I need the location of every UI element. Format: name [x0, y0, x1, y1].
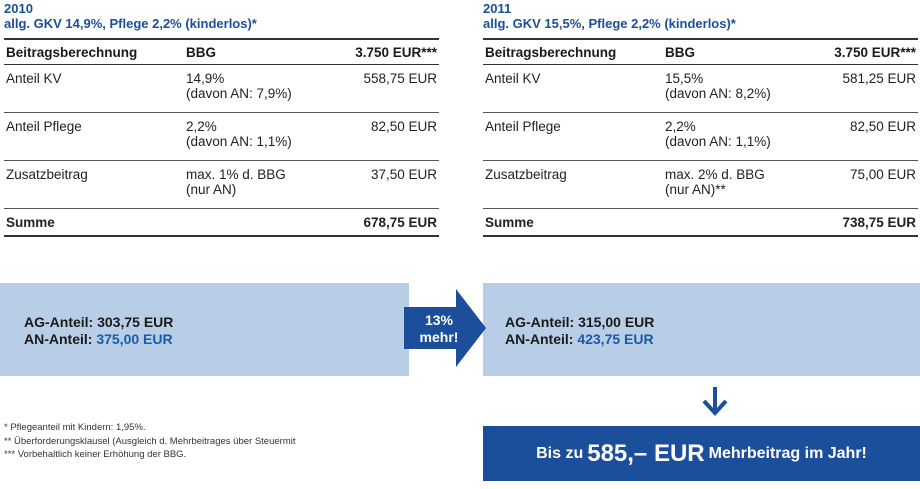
ag-share-label: AG-Anteil:: [505, 314, 575, 330]
row-rate: [186, 161, 336, 209]
an-share-2011: [505, 331, 654, 348]
sum-row: [4, 209, 439, 237]
row-label: Zusatzbeitrag: [483, 161, 665, 209]
ag-share-value: 303,75 EUR: [97, 314, 174, 330]
sum-row: [483, 209, 918, 237]
an-share-label: AN-Anteil:: [505, 331, 574, 347]
table-header: [4, 39, 439, 65]
row-label: Zusatzbeitrag: [4, 161, 186, 209]
share-box-2011: [483, 283, 920, 376]
rates-2011-subtitle: allg. GKV 15,5%, Pflege 2,2% (kinderlos)*: [483, 16, 736, 31]
banner-prefix: Bis zu: [536, 444, 584, 462]
sum-amount: 678,75 EUR: [336, 209, 439, 237]
rate-value: 15,5%: [665, 71, 704, 86]
row-rate: [186, 65, 336, 113]
year-2010-heading: 2010: [4, 1, 33, 16]
an-share-2010: [24, 331, 173, 348]
banner-suffix: Mehrbeitrag im Jahr!: [708, 444, 867, 462]
header-calculation: Beitragsberechnung: [4, 39, 186, 65]
row-amount: 581,25 EUR: [815, 65, 918, 113]
an-share-value: 423,75 EUR: [577, 331, 654, 347]
rate-value: max. 1% d. BBG: [186, 167, 286, 182]
row-label: Anteil Pflege: [4, 113, 186, 161]
row-label: Anteil KV: [4, 65, 186, 113]
rate-detail: (nur AN): [186, 182, 237, 197]
ag-share-value: 315,00 EUR: [578, 314, 655, 330]
rate-value: 14,9%: [186, 71, 225, 86]
header-bbg: BBG: [186, 39, 336, 65]
row-amount: 558,75 EUR: [336, 65, 439, 113]
table-header: [483, 39, 918, 65]
table-row: [483, 113, 918, 161]
row-label: Anteil Pflege: [483, 113, 665, 161]
table-row: [4, 161, 439, 209]
an-share-value: 375,00 EUR: [96, 331, 173, 347]
header-bbg: BBG: [665, 39, 815, 65]
table-2010-section: [4, 0, 439, 237]
header-calculation: Beitragsberechnung: [483, 39, 665, 65]
row-rate: [665, 65, 815, 113]
row-amount: 37,50 EUR: [336, 161, 439, 209]
banner-amount: 585,– EUR: [587, 439, 705, 467]
table-row: [4, 113, 439, 161]
footnote-3: *** Vorbehaltlich keiner Erhöhung der BBG.: [4, 449, 187, 460]
table-2011-section: [483, 0, 918, 237]
rate-detail: (davon AN: 1,1%): [186, 134, 292, 149]
arrow-down-icon: [700, 385, 730, 417]
share-box-2010: [0, 283, 409, 376]
contribution-table-2010: [4, 38, 439, 237]
header-bbg-value: 3.750 EUR***: [815, 39, 918, 65]
row-rate: [186, 113, 336, 161]
rate-detail: (davon AN: 1,1%): [665, 134, 771, 149]
rate-value: 2,2%: [186, 119, 217, 134]
ag-share-2010: [24, 314, 173, 331]
rate-value: 2,2%: [665, 119, 696, 134]
header-bbg-value: 3.750 EUR***: [336, 39, 439, 65]
footnote-1: * Pflegeanteil mit Kindern: 1,95%.: [4, 422, 146, 433]
rate-detail: (davon AN: 8,2%): [665, 86, 771, 101]
row-label: Anteil KV: [483, 65, 665, 113]
footnotes: [4, 421, 424, 462]
sum-empty: [665, 209, 815, 237]
table-row: [483, 65, 918, 113]
contribution-table-2011: [483, 38, 918, 237]
footnote-2: ** Überforderungsklausel (Ausgleich d. Mehrbeitrages über Steuermit: [4, 435, 296, 447]
table-row: [4, 65, 439, 113]
increase-percent: 13%: [424, 312, 454, 328]
table-row: [483, 161, 918, 209]
sum-amount: 738,75 EUR: [815, 209, 918, 237]
row-rate: [665, 113, 815, 161]
row-rate: [665, 161, 815, 209]
rate-detail: (davon AN: 7,9%): [186, 86, 292, 101]
sum-empty: [186, 209, 336, 237]
extra-cost-banner: [483, 426, 920, 481]
rate-value: max. 2% d. BBG: [665, 167, 765, 182]
row-amount: 75,00 EUR: [815, 161, 918, 209]
sum-label: Summe: [4, 209, 186, 237]
rates-2010-subtitle: allg. GKV 14,9%, Pflege 2,2% (kinderlos)*: [4, 16, 257, 31]
row-amount: 82,50 EUR: [815, 113, 918, 161]
increase-label: [407, 312, 471, 346]
ag-share-2011: [505, 314, 654, 331]
ag-share-label: AG-Anteil:: [24, 314, 94, 330]
sum-label: Summe: [483, 209, 665, 237]
year-2011-heading: 2011: [483, 1, 512, 16]
row-amount: 82,50 EUR: [336, 113, 439, 161]
an-share-label: AN-Anteil:: [24, 331, 93, 347]
rate-detail: (nur AN)**: [665, 182, 726, 197]
increase-word: mehr!: [419, 329, 459, 345]
